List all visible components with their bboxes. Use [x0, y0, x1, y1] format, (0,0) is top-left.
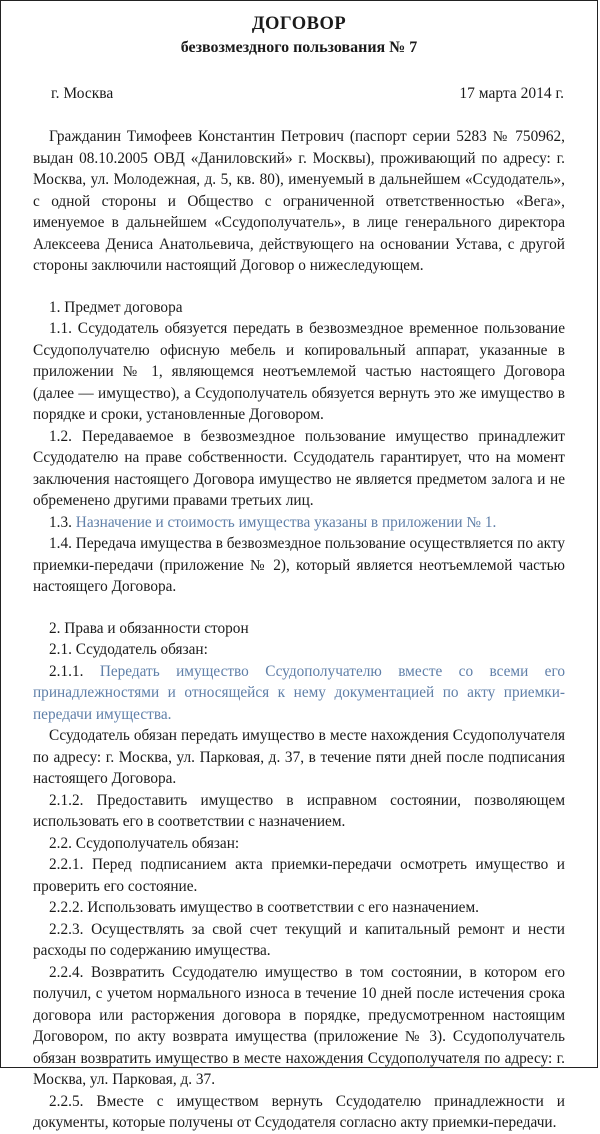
clause-2-2: 2.2. Ссудополучатель обязан:	[49, 834, 240, 852]
contract-date: 17 марта 2014 г.	[459, 85, 564, 102]
clause-2-2-2: 2.2.2. Использовать имущество в соответствии с его назначением.	[49, 899, 479, 916]
clause-1-1: 1.1. Ссудодатель обязуется передать в безвозмездное временное пользование Ссудополучателю офисную мебель и копировальный аппарат, указанные в приложении № 1, являющемся неотъемлемой частью настоящего Договора (далее — имущество), а Ссудополучатель обязуется вернуть это же имущество в порядке и сроки, установленные Договором.	[33, 320, 565, 423]
clause-1-3-number: 1.3.	[49, 513, 72, 531]
clause-1-2: 1.2. Передаваемое в безвозмездное пользование имущество принадлежит Ссудодателю на праве собственности. Ссудодатель гарантирует, что на момент заключения настоящего Договора имущество не является предметом залога и не обременено другими правами третьих лиц.	[33, 427, 565, 509]
clause-2-2-5: 2.2.5. Вместе с имуществом вернуть Ссудодателю принадлежности и документы, которые получены от Ссудодателя согласно акту приемки-передачи.	[33, 1092, 565, 1131]
clause-1-3-highlight: Назначение и стоимость имущества указаны в приложении № 1.	[75, 513, 497, 531]
clause-2-2-1: 2.2.1. Перед подписанием акта приемки-передачи осмотреть имущество и проверить его состояние.	[33, 856, 565, 895]
clause-2-1-1	[33, 661, 565, 726]
intro-paragraph: Гражданин Тимофеев Константин Петрович (паспорт серии 5283 № 750962, выдан 08.10.2005 ОВД «Даниловский» г. Москвы), проживающий по адресу: г. Москва, ул. Молодежная, д. 5, кв. 80), именуемый в дальнейшем «Ссудодатель», с одной стороны и Общество с ограниченной ответственностью «Вега», именуемое в дальнейшем «Ссудополучатель», в лице генерального директора Алексеева Дениса Анатольевича, действующего на основании Устава, с другой стороны заключили настоящий Договор о нижеследующем.	[33, 128, 565, 274]
clause-1-4: 1.4. Передача имущества в безвозмездное пользование осуществляется по акту приемки-передачи (приложение № 2), который является неотъемлемой частью настоящего Договора.	[33, 535, 565, 595]
section-1-heading: 1. Предмет договора	[49, 298, 183, 316]
clause-2-1-1-number: 2.1.1.	[49, 662, 84, 680]
document-subtitle: безвозмездного пользования № 7	[180, 39, 418, 56]
clause-2-2-4: 2.2.4. Возвратить Ссудодателю имущество в том состоянии, в котором его получил, с учетом нормального износа в течение 10 дней после истечения срока договора или расторжения договора в порядке, предусмотренном настоящим Договором, по акту возврата имущества (приложение № 3). Ссудополучатель обязан возвратить имущество в месте нахождения Ссудополучателя по адресу: г. Москва, ул. Парковая, д. 37.	[33, 963, 565, 1088]
clause-2-1-1-highlight: Передать имущество Ссудополучателю вместе со всеми его принадлежностями и относящейся к нему документацией по акту приемки-передачи имущества.	[33, 662, 565, 723]
clause-1-3	[33, 512, 565, 534]
contract-place: г. Москва	[51, 85, 114, 102]
clause-2-2-3: 2.2.3. Осуществлять за свой счет текущий и капитальный ремонт и нести расходы по содержанию имущества.	[33, 920, 565, 959]
document-title: ДОГОВОР	[251, 14, 347, 34]
clause-2-1-2: 2.1.2. Предоставить имущество в исправном состоянии, позволяющем использовать его в соответствии с назначением.	[33, 791, 565, 830]
clause-2-1: 2.1. Ссудодатель обязан:	[49, 641, 208, 658]
place-date-row	[33, 83, 565, 105]
clause-2-1-1-delivery: Ссудодатель обязан передать имущество в месте нахождения Ссудополучателя по адресу: г. Москва, ул. Парковая, д. 37, в течение пяти дней после подписания настоящего Договора.	[33, 727, 565, 787]
section-2-heading: 2. Права и обязанности сторон	[49, 619, 249, 637]
